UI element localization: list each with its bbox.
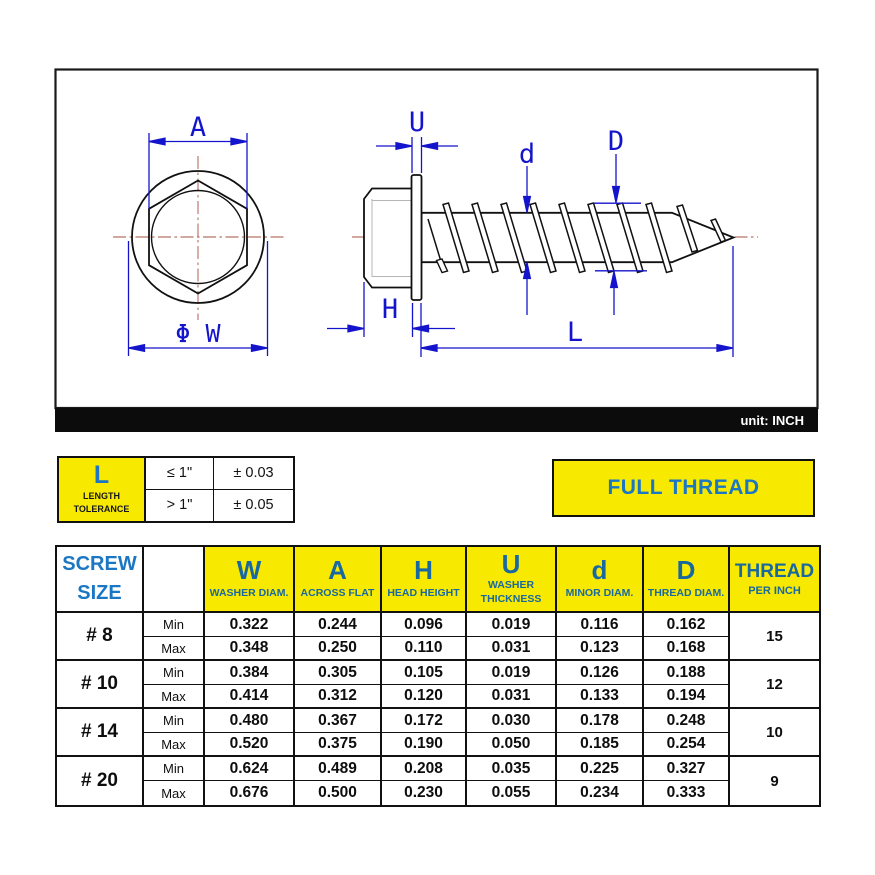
- spec-table: [55, 545, 821, 807]
- value-cell: 0.520: [205, 733, 295, 757]
- size-header-line2: SIZE: [77, 582, 122, 604]
- screw-size-cell: # 20: [57, 757, 144, 805]
- value-cell: 0.624: [205, 757, 295, 781]
- full-thread-badge: [552, 459, 815, 517]
- tpi-cell: 15: [730, 613, 819, 661]
- value-cell: 0.172: [382, 709, 467, 733]
- tolerance-condition: ≤ 1": [146, 458, 214, 490]
- col-header-W: W WASHER DIAM.: [205, 547, 295, 613]
- label-washer-diameter: Φ W: [175, 319, 221, 348]
- value-cell: 0.123: [557, 637, 644, 661]
- minmax-header-cell: [144, 547, 205, 613]
- value-cell: 0.116: [557, 613, 644, 637]
- value-cell: 0.110: [382, 637, 467, 661]
- label-washer-thickness: U: [408, 107, 426, 138]
- min-label-cell: Min: [144, 661, 205, 685]
- value-cell: 0.031: [467, 685, 557, 709]
- col-header-d: d MINOR DIAM.: [557, 547, 644, 613]
- label-length: L: [566, 317, 584, 348]
- value-cell: 0.367: [295, 709, 382, 733]
- value-cell: 0.230: [382, 781, 467, 805]
- value-cell: 0.322: [205, 613, 295, 637]
- value-cell: 0.035: [467, 757, 557, 781]
- value-cell: 0.327: [644, 757, 730, 781]
- tolerance-caption-line1: LENGTH: [83, 490, 120, 501]
- value-cell: 0.019: [467, 613, 557, 637]
- value-cell: 0.348: [205, 637, 295, 661]
- value-cell: 0.050: [467, 733, 557, 757]
- size-header-cell: [57, 547, 144, 613]
- value-cell: 0.162: [644, 613, 730, 637]
- value-cell: 0.414: [205, 685, 295, 709]
- value-cell: 0.254: [644, 733, 730, 757]
- value-cell: 0.250: [295, 637, 382, 661]
- value-cell: 0.480: [205, 709, 295, 733]
- col-header-tpi: THREAD PER INCH: [730, 547, 819, 613]
- col-header-U: U WASHER THICKNESS: [467, 547, 557, 613]
- label-across-flats: A: [189, 112, 207, 143]
- value-cell: 0.120: [382, 685, 467, 709]
- length-tolerance-table: [57, 456, 295, 523]
- value-cell: 0.333: [644, 781, 730, 805]
- tolerance-value: ± 0.05: [233, 497, 274, 514]
- value-cell: 0.500: [295, 781, 382, 805]
- head-profile: [364, 189, 412, 288]
- value-cell: 0.185: [557, 733, 644, 757]
- screw-size-cell: # 14: [57, 709, 144, 757]
- tpi-cell: 12: [730, 661, 819, 709]
- tolerance-symbol-cell: [59, 458, 146, 521]
- screw-size-cell: # 8: [57, 613, 144, 661]
- value-cell: 0.676: [205, 781, 295, 805]
- value-cell: 0.225: [557, 757, 644, 781]
- value-cell: 0.031: [467, 637, 557, 661]
- min-label-cell: Min: [144, 709, 205, 733]
- label-head-height: H: [381, 294, 399, 325]
- max-label-cell: Max: [144, 637, 205, 661]
- value-cell: 0.384: [205, 661, 295, 685]
- tolerance-symbol: L: [93, 460, 110, 489]
- col-header-A: A ACROSS FLAT: [295, 547, 382, 613]
- value-cell: 0.489: [295, 757, 382, 781]
- full-thread-label: FULL THREAD: [607, 476, 760, 499]
- value-cell: 0.194: [644, 685, 730, 709]
- tpi-cell: 9: [770, 772, 779, 790]
- label-minor-diameter: d: [518, 139, 536, 170]
- size-header-line1: SCREW: [62, 553, 137, 575]
- tolerance-condition: > 1": [146, 490, 214, 522]
- value-cell: 0.208: [382, 757, 467, 781]
- value-cell: 0.190: [382, 733, 467, 757]
- value-cell: 0.244: [295, 613, 382, 637]
- unit-note: unit: INCH: [740, 412, 804, 428]
- min-label-cell: Min: [144, 613, 205, 637]
- value-cell: 0.312: [295, 685, 382, 709]
- value-cell: 0.168: [644, 637, 730, 661]
- value-cell: 0.133: [557, 685, 644, 709]
- col-header-D: D THREAD DIAM.: [644, 547, 730, 613]
- value-cell: 0.248: [644, 709, 730, 733]
- washer-flange: [412, 175, 422, 300]
- value-cell: 0.105: [382, 661, 467, 685]
- value-cell: 0.188: [644, 661, 730, 685]
- value-cell: 0.234: [557, 781, 644, 805]
- value-cell: 0.096: [382, 613, 467, 637]
- value-cell: 0.305: [295, 661, 382, 685]
- value-cell: 0.055: [467, 781, 557, 805]
- max-label-cell: Max: [144, 685, 205, 709]
- value-cell: 0.019: [467, 661, 557, 685]
- max-label-cell: Max: [144, 781, 205, 805]
- value-cell: 0.178: [557, 709, 644, 733]
- value-cell: 0.375: [295, 733, 382, 757]
- unit-bar: [55, 408, 818, 432]
- tpi-cell: 10: [730, 709, 819, 757]
- value-cell: 0.126: [557, 661, 644, 685]
- label-thread-diameter: D: [607, 126, 625, 157]
- screw-size-cell: # 10: [57, 661, 144, 709]
- max-label-cell: Max: [144, 733, 205, 757]
- tolerance-value: ± 0.03: [214, 458, 293, 490]
- min-label-cell: Min: [144, 757, 205, 781]
- value-cell: 0.030: [467, 709, 557, 733]
- tolerance-caption-line2: TOLERANCE: [73, 504, 130, 514]
- col-header-H: H HEAD HEIGHT: [382, 547, 467, 613]
